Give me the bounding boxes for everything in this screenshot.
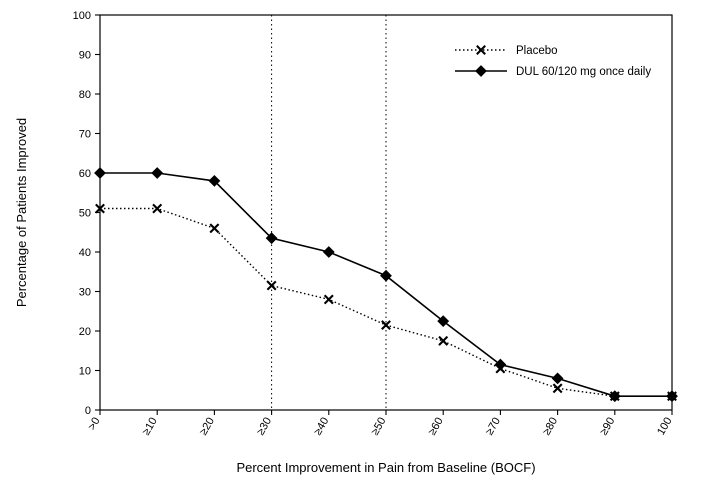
y-tick-label: 0 [84, 405, 91, 417]
x-tick-label: ≥20 [197, 415, 217, 438]
y-tick-label: 80 [78, 89, 91, 101]
x-axis-title: Percent Improvement in Pain from Baseline (BOCF) [236, 460, 536, 475]
y-tick-label: 60 [78, 168, 91, 180]
legend-marker-diamond [476, 66, 486, 76]
y-tick-label: 20 [78, 326, 91, 338]
x-tick-label: ≥60 [426, 415, 446, 438]
y-tick-label: 40 [78, 247, 91, 259]
y-tick-label: 50 [78, 207, 91, 220]
series-marker-diamond [324, 247, 334, 257]
y-tick-label: 100 [72, 10, 91, 22]
x-tick-label: 100 [655, 415, 675, 438]
y-tick-label: 10 [78, 365, 91, 378]
y-axis-title: Percentage of Patients Improved [14, 117, 29, 308]
y-tick-label: 90 [78, 49, 91, 62]
x-tick-label: ≥30 [254, 415, 275, 438]
x-tick-label: ≥10 [140, 415, 160, 438]
x-tick-label: ≥70 [483, 415, 503, 438]
x-tick-label: ≥80 [540, 415, 561, 438]
series-marker-diamond [152, 168, 162, 178]
series-marker-diamond [552, 373, 562, 383]
series-marker-diamond [95, 168, 105, 178]
x-tick-label: >0 [85, 415, 103, 433]
y-tick-label: 30 [78, 286, 91, 299]
x-tick-label: ≥50 [369, 415, 389, 438]
y-tick-label: 70 [78, 128, 91, 141]
legend-label: Placebo [516, 45, 558, 57]
legend-label: DUL 60/120 mg once daily [516, 66, 652, 78]
x-tick-label: ≥90 [597, 415, 618, 438]
x-tick-label: ≥40 [311, 415, 332, 438]
